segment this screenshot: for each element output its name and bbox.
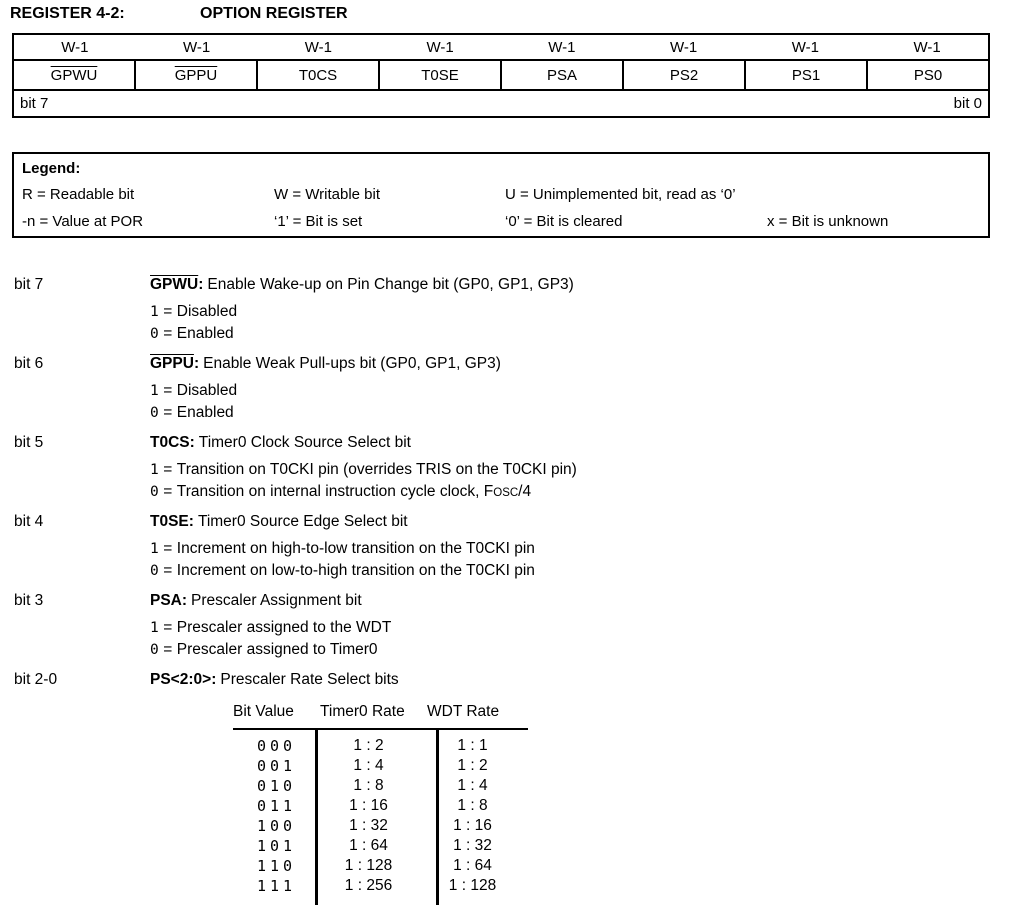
bit-name-cell: T0CS (258, 61, 380, 89)
value-meaning: Prescaler assigned to the WDT (176, 619, 392, 636)
value-meaning: Enabled (176, 404, 234, 421)
bit-value-line (150, 303, 1009, 325)
bit-value-line (150, 540, 1009, 562)
equals: = (163, 483, 173, 500)
wdt-rate-cell: 1 : 2 (457, 757, 488, 774)
timer0-rate-cell: 1 : 4 (353, 757, 384, 774)
por-value-cell: W-1 (304, 39, 332, 56)
prescaler-row (233, 756, 528, 776)
register-title (0, 5, 1009, 27)
colon: : (193, 355, 200, 372)
bit-value-cell: 100 (256, 817, 297, 835)
value-digit: 1 (150, 383, 159, 399)
prescaler-row (233, 836, 528, 856)
wdt-rate-cell: 1 : 4 (457, 777, 488, 794)
legend-item: -n = Value at POR (22, 213, 144, 230)
bit-name-cell: T0SE (380, 61, 502, 89)
bit-field-desc: Enable Wake-up on Pin Change bit (GP0, GP1, GP3) (207, 276, 574, 293)
equals: = (163, 382, 173, 399)
bit-name-line (150, 513, 1009, 540)
prescaler-row (233, 856, 528, 876)
wdt-rate-cell: 1 : 128 (448, 877, 497, 894)
bit-field-name: PS<2:0> (150, 671, 212, 688)
bit-value-line (150, 382, 1009, 404)
value-digit: 1 (150, 304, 159, 320)
value-meaning: Transition on internal instruction cycle clock, F (176, 483, 494, 500)
bit-value-line (150, 325, 1009, 347)
equals: = (163, 404, 173, 421)
bit-name-line (150, 355, 1009, 382)
value-digit: 0 (150, 405, 159, 421)
legend-item: U = Unimplemented bit, read as ‘0’ (505, 186, 736, 203)
bit-name-line (150, 592, 1009, 619)
bit-name-gppu: GPPU (174, 67, 218, 84)
por-value-cell: W-1 (791, 39, 819, 56)
colon: : (198, 276, 204, 293)
bit-value-line (150, 641, 1009, 663)
prescaler-row (233, 816, 528, 836)
bit-field-desc: Enable Weak Pull-ups bit (GP0, GP1, GP3) (203, 355, 501, 372)
bit3-description (0, 592, 1009, 663)
bit-range-row (14, 91, 988, 116)
value-meaning-smallcaps: OSC (493, 487, 519, 499)
wdt-rate-cell: 1 : 32 (453, 837, 492, 854)
legend-item: R = Readable bit (22, 186, 135, 203)
legend-box (12, 152, 990, 238)
prescaler-row (233, 776, 528, 796)
timer0-rate-cell: 1 : 64 (349, 837, 388, 854)
wdt-rate-cell: 1 : 8 (457, 797, 488, 814)
timer0-rate-cell: 1 : 8 (353, 777, 384, 794)
column-divider (436, 730, 439, 905)
prescaler-row (233, 876, 528, 896)
equals: = (163, 325, 173, 342)
msb-label: bit 7 (20, 95, 49, 112)
bit-value-line (150, 562, 1009, 584)
bit-index-label: bit 2-0 (14, 671, 58, 688)
timer0-rate-cell: 1 : 32 (349, 817, 388, 834)
bit-field-name: GPWU (150, 276, 199, 293)
value-meaning: Increment on low-to-high transition on the T0CKI pin (176, 562, 535, 579)
bit-field-name: T0SE (150, 513, 189, 530)
bit-field-desc: Prescaler Rate Select bits (220, 671, 399, 688)
value-meaning: Enabled (176, 325, 234, 342)
bit-name-cell: PS0 (913, 67, 943, 84)
por-value-cell: W-1 (913, 39, 941, 56)
bit-descriptions (0, 276, 1009, 706)
equals: = (163, 562, 173, 579)
bit-name-line (150, 434, 1009, 461)
timer0-rate-cell: 1 : 256 (344, 877, 393, 894)
por-value-cell: W-1 (548, 39, 576, 56)
equals: = (163, 303, 173, 320)
bit6-description (0, 355, 1009, 426)
equals: = (163, 461, 173, 478)
bit4-description (0, 513, 1009, 584)
colon: : (211, 671, 217, 688)
por-value-cell: W-1 (670, 39, 698, 56)
prescaler-header-wdt-rate: WDT Rate (427, 703, 500, 720)
wdt-rate-cell: 1 : 16 (453, 817, 492, 834)
bit2-0-description (0, 671, 1009, 698)
equals: = (163, 540, 173, 557)
bit5-description (0, 434, 1009, 505)
bit-value-cell: 001 (256, 757, 297, 775)
register-number-label: REGISTER 4-2: (10, 5, 125, 22)
bit-field-name: T0CS (150, 434, 190, 451)
value-meaning: Disabled (176, 382, 238, 399)
value-meaning-suffix: /4 (518, 483, 532, 500)
value-digit: 0 (150, 563, 159, 579)
wdt-rate-cell: 1 : 1 (457, 737, 488, 754)
colon: : (181, 592, 188, 609)
prescaler-row (233, 796, 528, 816)
bit-name-cell (14, 61, 136, 89)
bit-field-desc: Timer0 Clock Source Select bit (198, 434, 411, 451)
legend-item: ‘1’ = Bit is set (274, 213, 363, 230)
bit-value-cell: 110 (256, 857, 297, 875)
colon: : (188, 513, 194, 530)
bit-value-cell: 011 (256, 797, 297, 815)
legend-title: Legend: (22, 160, 81, 177)
column-divider (315, 730, 318, 905)
bit-value-line (150, 404, 1009, 426)
equals: = (163, 641, 173, 658)
bit-value-cell: 010 (256, 777, 297, 795)
bit-name-cell (136, 61, 258, 89)
bit-name-cell: PS2 (624, 61, 746, 89)
timer0-rate-cell: 1 : 16 (349, 797, 388, 814)
bit-index-label: bit 4 (14, 513, 44, 530)
por-value-cell: W-1 (183, 39, 211, 56)
value-digit: 1 (150, 620, 159, 636)
prescaler-header (233, 703, 528, 728)
bit-value-line (150, 619, 1009, 641)
value-meaning: Disabled (176, 303, 238, 320)
timer0-rate-cell: 1 : 128 (344, 857, 393, 874)
legend-item: ‘0’ = Bit is cleared (505, 213, 623, 230)
value-digit: 0 (150, 484, 159, 500)
value-digit: 1 (150, 541, 159, 557)
bit-field-desc: Timer0 Source Edge Select bit (197, 513, 408, 530)
por-value-cell: W-1 (61, 39, 89, 56)
bit-name-line (150, 276, 1009, 303)
bit-index-label: bit 5 (14, 434, 44, 451)
bit-name-line (150, 671, 1009, 698)
bit-name-cell: PS1 (746, 61, 868, 89)
value-digit: 0 (150, 326, 159, 342)
lsb-label: bit 0 (953, 95, 982, 112)
prescaler-header-timer0-rate: Timer0 Rate (320, 703, 405, 720)
timer0-rate-cell: 1 : 2 (353, 737, 384, 754)
prescaler-table (233, 703, 528, 905)
prescaler-row (233, 736, 528, 756)
bit-names-row (14, 61, 988, 91)
bit-value-line (150, 461, 1009, 483)
bit-value-cell: 111 (256, 877, 297, 895)
equals: = (163, 619, 173, 636)
bit-value-cell: 101 (256, 837, 297, 855)
legend-item: x = Bit is unknown (767, 213, 889, 230)
bit-name-cell: PSA (502, 61, 624, 89)
value-meaning: Prescaler assigned to Timer0 (176, 641, 378, 658)
register-name-label: OPTION REGISTER (200, 5, 348, 22)
bit-index-label: bit 7 (14, 276, 44, 293)
wdt-rate-cell: 1 : 64 (453, 857, 492, 874)
register-table (12, 33, 990, 118)
bit-value-cell: 000 (256, 737, 297, 755)
bit-field-name: PSA (150, 592, 182, 609)
prescaler-table-body (233, 728, 528, 905)
legend-item: W = Writable bit (274, 186, 381, 203)
value-meaning: Increment on high-to-low transition on the T0CKI pin (176, 540, 535, 557)
bit-index-label: bit 6 (14, 355, 44, 372)
value-meaning: Transition on T0CKI pin (overrides TRIS on the T0CKI pin) (176, 461, 577, 478)
bit-field-name: GPPU (150, 355, 194, 372)
value-digit: 0 (150, 642, 159, 658)
bit-value-line (150, 483, 1009, 505)
prescaler-header-bit-value: Bit Value (233, 703, 294, 720)
value-digit: 1 (150, 462, 159, 478)
bit-name-gpwu: GPWU (50, 67, 98, 84)
colon: : (189, 434, 195, 451)
bit-field-desc: Prescaler Assignment bit (191, 592, 362, 609)
bit7-description (0, 276, 1009, 347)
por-values-row (14, 35, 988, 61)
bit-index-label: bit 3 (14, 592, 44, 609)
por-value-cell: W-1 (426, 39, 454, 56)
